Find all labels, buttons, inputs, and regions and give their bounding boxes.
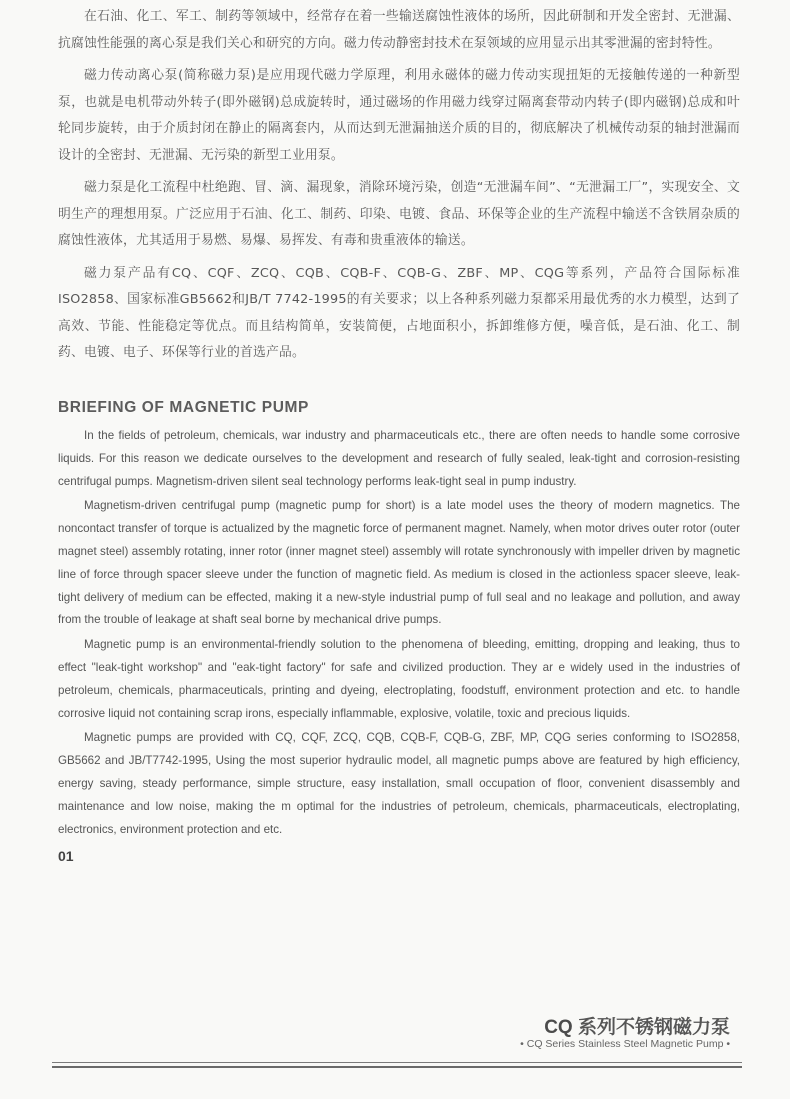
footer-title-cn: 系列不锈钢磁力泵	[577, 1017, 730, 1038]
page-number: 01	[58, 848, 74, 864]
cn-paragraph-3: 磁力泵是化工流程中杜绝跑、冒、滴、漏现象，消除环境污染，创造“无泄漏车间”、“无泄漏工厂”，实现安全、文明生产的理想用泵。广泛应用于石油、化工、制药、印染、电镀、食品、环保等企业的生产流程中输送不含铁屑杂质的腐蚀性液体，尤其适用于易燃、易爆、易挥发、有毒和贵重液体的输送。	[58, 180, 740, 248]
en-paragraph-2: Magnetism-driven centrifugal pump (magnetic pump for short) is a late model uses the theory of modern magnetics. The noncontact transfer of torque is actualized by the magnetic force of permanent magnet. Namely, when motor drives outer rotor (outer magnet steel) assembly rotating, inner rotor (inner magnet steel) assembly will rotate synchronously with impeller driven by magnetic line of force through spacer sleeve under the function of magnetic field. As medium is closed in the actionless spacer sleeve, leak-tight delivery of medium can be effected, making it a new-style industrial pump of full seal and no leakage and pollution, and away from the trouble of leakage at shaft seal borne by mechanical drive pumps.	[58, 499, 740, 627]
cn-paragraph-1: 在石油、化工、军工、制药等领域中，经常存在着一些输送腐蚀性液体的场所，因此研制和开发全密封、无泄漏、抗腐蚀性能强的离心泵是我们关心和研究的方向。磁力传动静密封技术在泵领域的应用显示出其零泄漏的密封特性。	[58, 9, 740, 51]
section-heading: BRIEFING OF MAGNETIC PUMP	[58, 399, 309, 416]
cn-paragraph-4: 磁力泵产品有CQ、CQF、ZCQ、CQB、CQB-F、CQB-G、ZBF、MP、CQG等系列，产品符合国际标准ISO2858、国家标准GB5662和JB/T 7742-1995的有关要求；以上各种系列磁力泵都采用最优秀的水力模型，达到了高效、节能、性能稳定等优点。而且结构简单，安装简便，占地面积小，拆卸维修方便，噪音低，是石油、化工、制药、电镀、电子、环保等行业的首选产品。	[58, 265, 740, 360]
en-paragraph-1: In the fields of petroleum, chemicals, war industry and pharmaceuticals etc., there are often needs to handle some corrosive liquids. For this reason we dedicate ourselves to the development and research of fully sealed, leak-tight and corrosion-resisting centrifugal pumps. Magnetism-driven silent seal technology performs leak-tight seal in pump industry.	[58, 429, 740, 488]
en-paragraph-3: Magnetic pump is an environmental-friendly solution to the phenomena of bleeding, emitting, dropping and leaking, thus to effect "leak-tight workshop" and "eak-tight factory" for safe and civilized production. They ar e widely used in the industries of petroleum, chemicals, pharmaceuticals, printing and dyeing, electroplating, foodstuff, environment protection and etc. to handle corrosive liquid not containing scrap irons, especially inflammable, explosive, volatile, toxic and precious liquids.	[58, 638, 740, 720]
en-paragraph-4: Magnetic pumps are provided with CQ, CQF, ZCQ, CQB, CQB-F, CQB-G, ZBF, MP, CQG series conforming to ISO2858, GB5662 and JB/T7742-1995, Using the most superior hydraulic model, all magnetic pumps above are featured by high efficiency, energy saving, steady performance, simple structure, easy installation, small occupation of floor, convenient disassembly and maintenance and low noise, making the m optimal for the industries of petroleum, chemicals, pharmaceuticals, electroplating, electronics, environment protection and etc.	[58, 731, 740, 836]
footer-subtitle: • CQ Series Stainless Steel Magnetic Pump •	[520, 1038, 730, 1050]
series-code: CQ	[544, 1017, 573, 1038]
footer-title	[544, 1012, 730, 1039]
footer-rule-thin	[52, 1062, 742, 1063]
cn-paragraph-2: 磁力传动离心泵(简称磁力泵)是应用现代磁力学原理，利用永磁体的磁力传动实现扭矩的无接触传递的一种新型泵，也就是电机带动外转子(即外磁钢)总成旋转时，通过磁场的作用磁力线穿过隔离套带动内转子(即内磁钢)总成和叶轮同步旋转，由于介质封闭在静止的隔离套内，从而达到无泄漏抽送介质的目的，彻底解决了机械传动泵的轴封泄漏而设计的全密封、无泄漏、无污染的新型工业用泵。	[58, 68, 740, 163]
english-briefing	[58, 425, 740, 843]
chinese-intro	[58, 0, 740, 373]
footer-rule-thick	[52, 1066, 742, 1068]
